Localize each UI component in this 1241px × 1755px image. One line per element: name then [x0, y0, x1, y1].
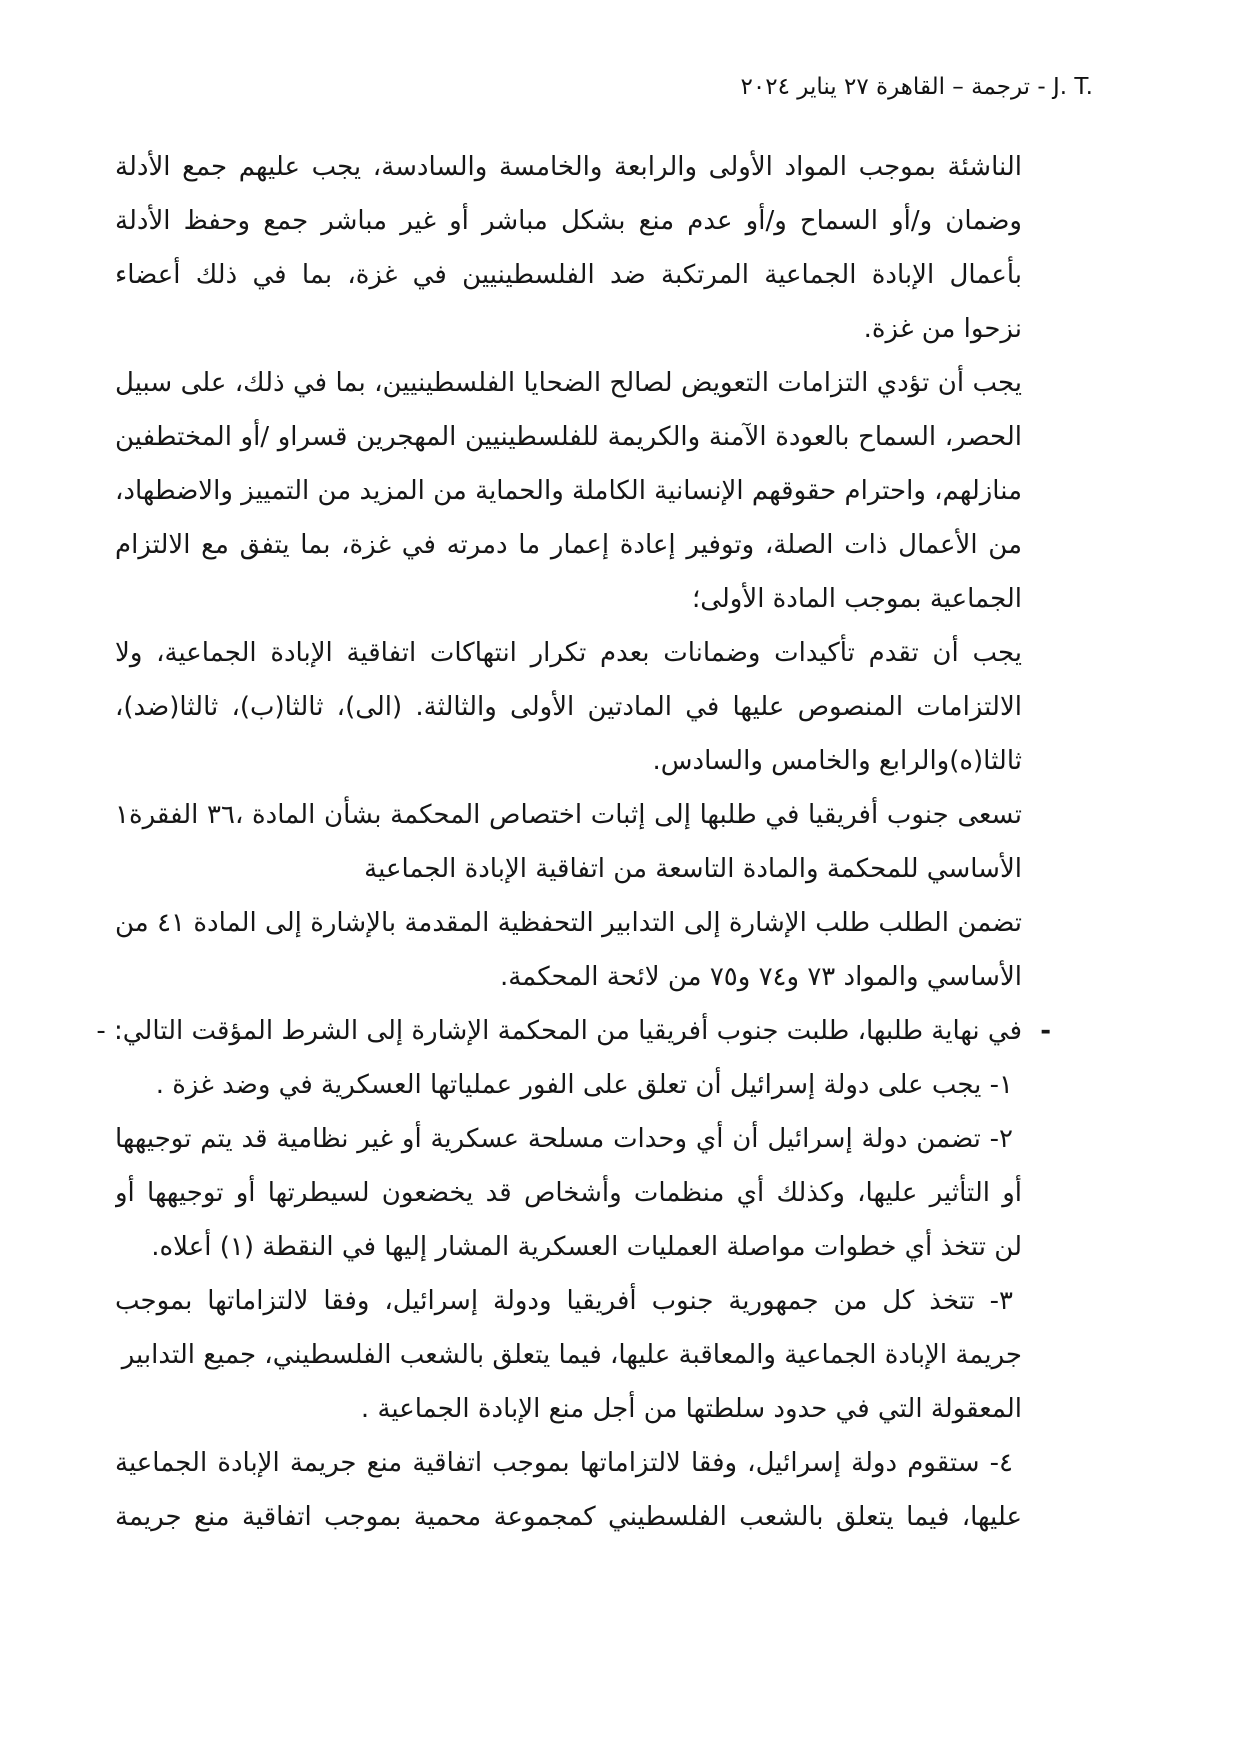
line-text: نزحوا من غزة.	[863, 314, 1022, 344]
bullet-line	[115, 896, 1022, 950]
text-line	[115, 302, 1022, 356]
text-line	[115, 1436, 1022, 1490]
line-text: الأساسي للمحكمة والمادة التاسعة من اتفاقية الإبادة الجماعية	[364, 854, 1022, 884]
line-text: في نهاية طلبها، طلبت جنوب أفريقيا من المحكمة الإشارة إلى الشرط المؤقت التالي: -	[96, 1016, 1022, 1046]
bullet-line	[96, 1004, 1051, 1058]
text-line	[115, 464, 1022, 518]
text-line	[115, 680, 1022, 734]
line-text: أو التأثير عليها، وكذلك أي منظمات وأشخاص قد يخضعون لسيطرتها أو توجيهها أو	[115, 1178, 1022, 1208]
text-line	[115, 248, 1022, 302]
text-line	[115, 1220, 1022, 1274]
bullet-line	[115, 788, 1022, 842]
line-text: من الأعمال ذات الصلة، وتوفير إعادة إعمار ما دمرته في غزة، بما يتفق مع الالتزام	[115, 530, 1022, 560]
text-line	[115, 1166, 1022, 1220]
line-text: لن تتخذ أي خطوات مواصلة العمليات العسكرية المشار إليها في النقطة (١) أعلاه.	[151, 1232, 1022, 1262]
document-body	[96, 140, 1051, 1544]
line-text: بأعمال الإبادة الجماعية المرتكبة ضد الفلسطينيين في غزة، بما في ذلك أعضاء	[115, 260, 1022, 290]
line-text: الأساسي والمواد ٧٣ و٧٤ و٧٥ من لائحة المحكمة.	[499, 962, 1022, 992]
text-line	[115, 572, 1022, 626]
line-text: ثالثا(ه)والرابع والخامس والسادس.	[652, 746, 1022, 776]
text-line	[115, 140, 1022, 194]
line-text: عليها، فيما يتعلق بالشعب الفلسطيني كمجموعة محمية بموجب اتفاقية منع جريمة	[115, 1502, 1022, 1532]
line-text: ١- يجب على دولة إسرائيل أن تعلق على الفور عملياتها العسكرية في وضد غزة .	[155, 1070, 1013, 1100]
line-text: ٤- ستقوم دولة إسرائيل، وفقا لالتزاماتها بموجب اتفاقية منع جريمة الإبادة الجماعية	[115, 1448, 1013, 1478]
text-line	[115, 410, 1022, 464]
text-line	[115, 1058, 1022, 1112]
line-text: تسعى جنوب أفريقيا في طلبها إلى إثبات اختصاص المحكمة بشأن المادة ،٣٦ الفقرة١	[115, 800, 1022, 830]
bullet-dash-icon: -	[1040, 1016, 1051, 1046]
line-text: الحصر، السماح بالعودة الآمنة والكريمة للفلسطينيين المهجرين قسراو /أو المختطفين	[115, 422, 1022, 452]
text-line	[115, 518, 1022, 572]
line-text: يجب أن تقدم تأكيدات وضمانات بعدم تكرار انتهاكات اتفاقية الإبادة الجماعية، ولا	[115, 638, 1022, 668]
bullet-line	[115, 626, 1022, 680]
page-header-translation-note: J. T.‎ - ترجمة – القاهرة ٢٧ يناير ٢٠٢٤	[740, 74, 1093, 100]
line-text: الالتزامات المنصوص عليها في المادتين الأولى والثالثة. (الى)، ثالثا(ب)، ثالثا(ضد)،	[115, 692, 1022, 722]
text-line	[115, 1274, 1022, 1328]
text-line	[115, 1382, 1022, 1436]
line-text: تضمن الطلب طلب الإشارة إلى التدابير التحفظية المقدمة بالإشارة إلى المادة ٤١ من	[115, 908, 1022, 938]
line-text: ٢- تضمن دولة إسرائيل أن أي وحدات مسلحة عسكرية أو غير نظامية قد يتم توجيهها	[115, 1124, 1013, 1154]
text-line	[115, 842, 1022, 896]
line-text: يجب أن تؤدي التزامات التعويض لصالح الضحايا الفلسطينيين، بما في ذلك، على سبيل	[115, 368, 1022, 398]
line-text: الناشئة بموجب المواد الأولى والرابعة والخامسة والسادسة، يجب عليهم جمع الأدلة	[115, 152, 1022, 182]
line-text: الجماعية بموجب المادة الأولى؛	[691, 584, 1022, 614]
text-line	[115, 194, 1022, 248]
text-line	[115, 734, 1022, 788]
line-text: منازلهم، واحترام حقوقهم الإنسانية الكاملة والحماية من المزيد من التمييز والاضطهاد،	[115, 476, 1022, 506]
line-text: المعقولة التي في حدود سلطتها من أجل منع الإبادة الجماعية .	[360, 1394, 1022, 1424]
line-text: وضمان و/أو السماح و/أو عدم منع بشكل مباشر أو غير مباشر جمع وحفظ الأدلة	[115, 206, 1022, 236]
line-text: ٣- تتخذ كل من جمهورية جنوب أفريقيا ودولة إسرائيل، وفقا لالتزاماتها بموجب	[115, 1286, 1013, 1316]
line-text: جريمة الإبادة الجماعية والمعاقبة عليها، فيما يتعلق بالشعب الفلسطيني، جميع التدابير	[121, 1340, 1022, 1370]
text-line	[115, 950, 1022, 1004]
text-line	[115, 1490, 1022, 1544]
text-line	[115, 1328, 1022, 1382]
bullet-line	[115, 356, 1022, 410]
text-line	[115, 1112, 1022, 1166]
